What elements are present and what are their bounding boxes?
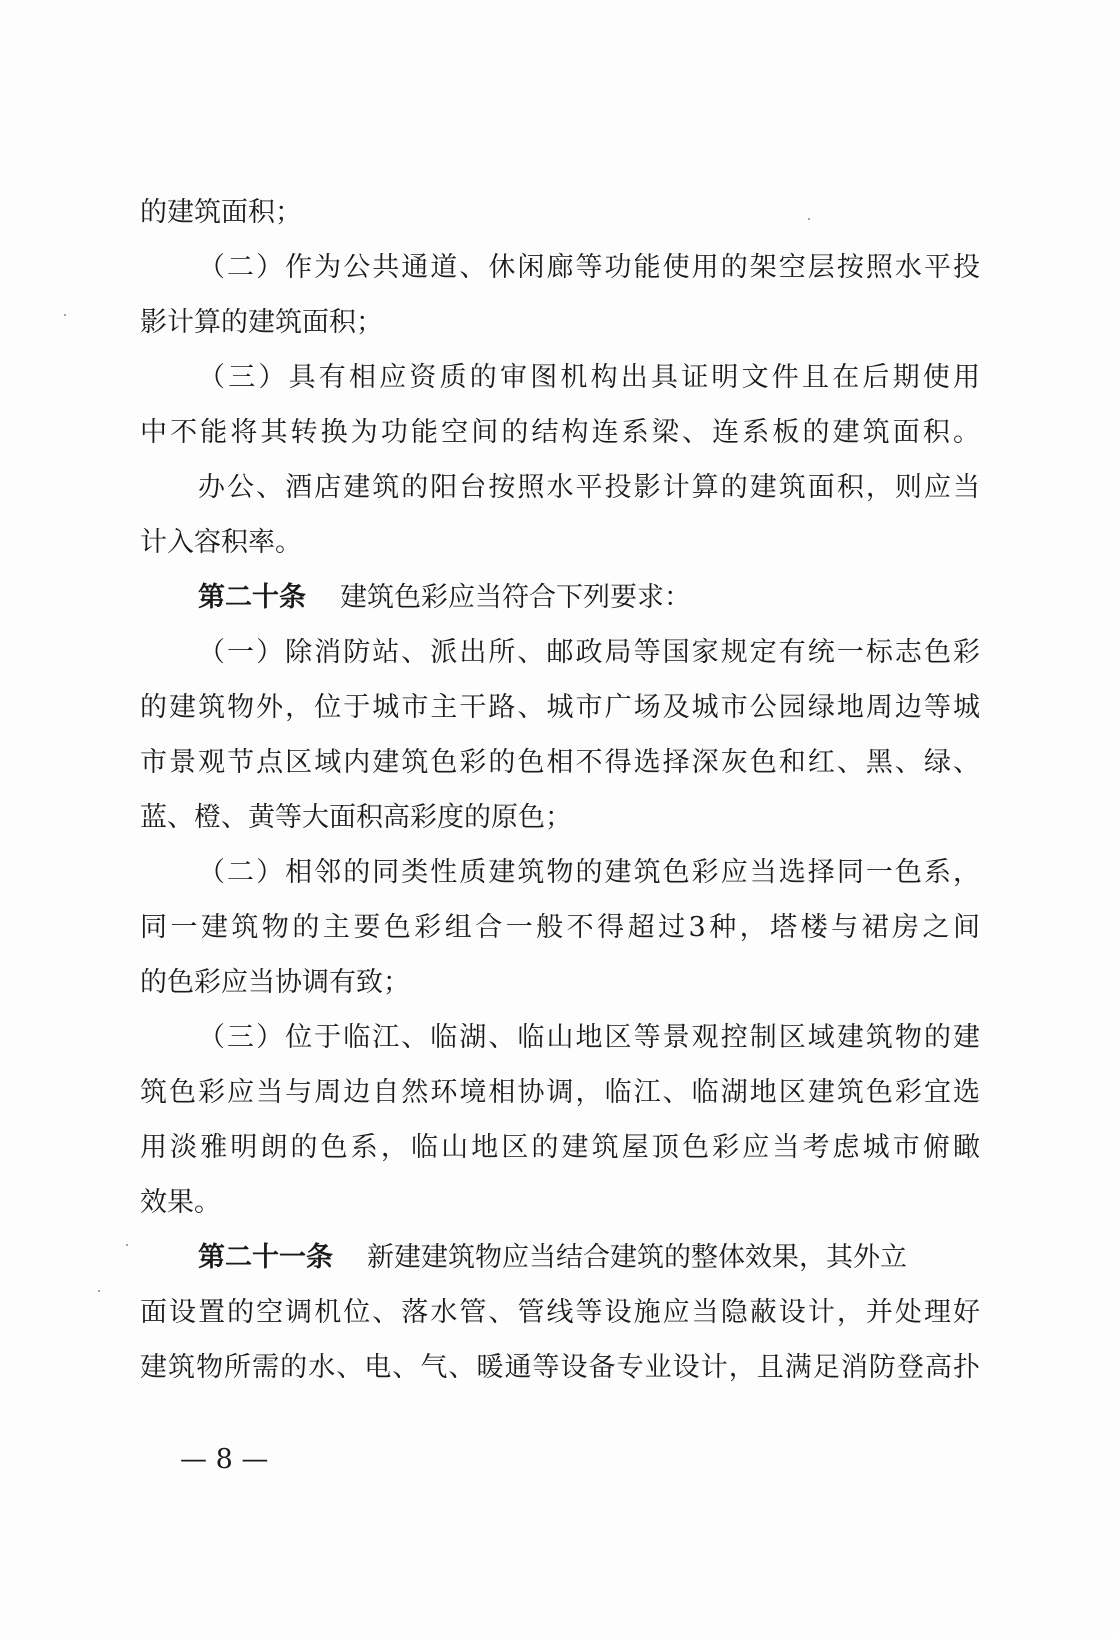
text-line: （三）位于临江、临湖、临山地区等景观控制区域建筑物的建 <box>198 1022 980 1053</box>
text-line: 中不能将其转换为功能空间的结构连系梁、连系板的建筑面积。 <box>140 417 980 448</box>
text-line: （二）作为公共通道、休闲廊等功能使用的架空层按照水平投 <box>198 252 980 283</box>
text-line: 的建筑物外，位于城市主干路、城市广场及城市公园绿地周边等城 <box>140 692 980 723</box>
page-number: — 8 — <box>180 1444 269 1475</box>
text-line: 的色彩应当协调有致； <box>140 967 410 998</box>
text-line: 办公、酒店建筑的阳台按照水平投影计算的建筑面积，则应当 <box>198 472 980 503</box>
text-line: 计入容积率。 <box>140 527 302 558</box>
article-21-line <box>198 1238 980 1278</box>
scan-speck <box>98 1290 100 1292</box>
article-20-line <box>198 578 980 618</box>
text-line: 影计算的建筑面积； <box>140 307 383 338</box>
text-line: （三）具有相应资质的审图机构出具证明文件且在后期使用 <box>198 362 980 393</box>
article-21-heading: 第二十一条 <box>198 1242 333 1273</box>
text-line: 建筑物所需的水、电、气、暖通等设备专业设计，且满足消防登高扑 <box>140 1352 980 1383</box>
text-line: （二）相邻的同类性质建筑物的建筑色彩应当选择同一色系， <box>198 857 980 888</box>
text-line: 的建筑面积； <box>140 197 302 228</box>
article-20-text: 建筑色彩应当符合下列要求： <box>340 582 691 613</box>
text-line: 筑色彩应当与周边自然环境相协调，临江、临湖地区建筑色彩宜选 <box>140 1077 980 1108</box>
article-21-text: 新建建筑物应当结合建筑的整体效果，其外立 <box>367 1242 907 1273</box>
text-line: 同一建筑物的主要色彩组合一般不得超过3种，塔楼与裙房之间 <box>140 912 980 943</box>
scan-speck <box>126 1244 128 1246</box>
text-line: 用淡雅明朗的色系，临山地区的建筑屋顶色彩应当考虑城市俯瞰 <box>140 1132 980 1163</box>
scan-speck <box>64 314 66 316</box>
scan-speck <box>808 218 810 220</box>
article-20-heading: 第二十条 <box>198 582 306 613</box>
text-line: 效果。 <box>140 1187 221 1218</box>
text-line: （一）除消防站、派出所、邮政局等国家规定有统一标志色彩 <box>198 637 980 668</box>
text-line: 面设置的空调机位、落水管、管线等设施应当隐蔽设计，并处理好 <box>140 1297 980 1328</box>
text-line: 市景观节点区域内建筑色彩的色相不得选择深灰色和红、黑、绿、 <box>140 747 980 778</box>
text-line: 蓝、橙、黄等大面积高彩度的原色； <box>140 802 572 833</box>
